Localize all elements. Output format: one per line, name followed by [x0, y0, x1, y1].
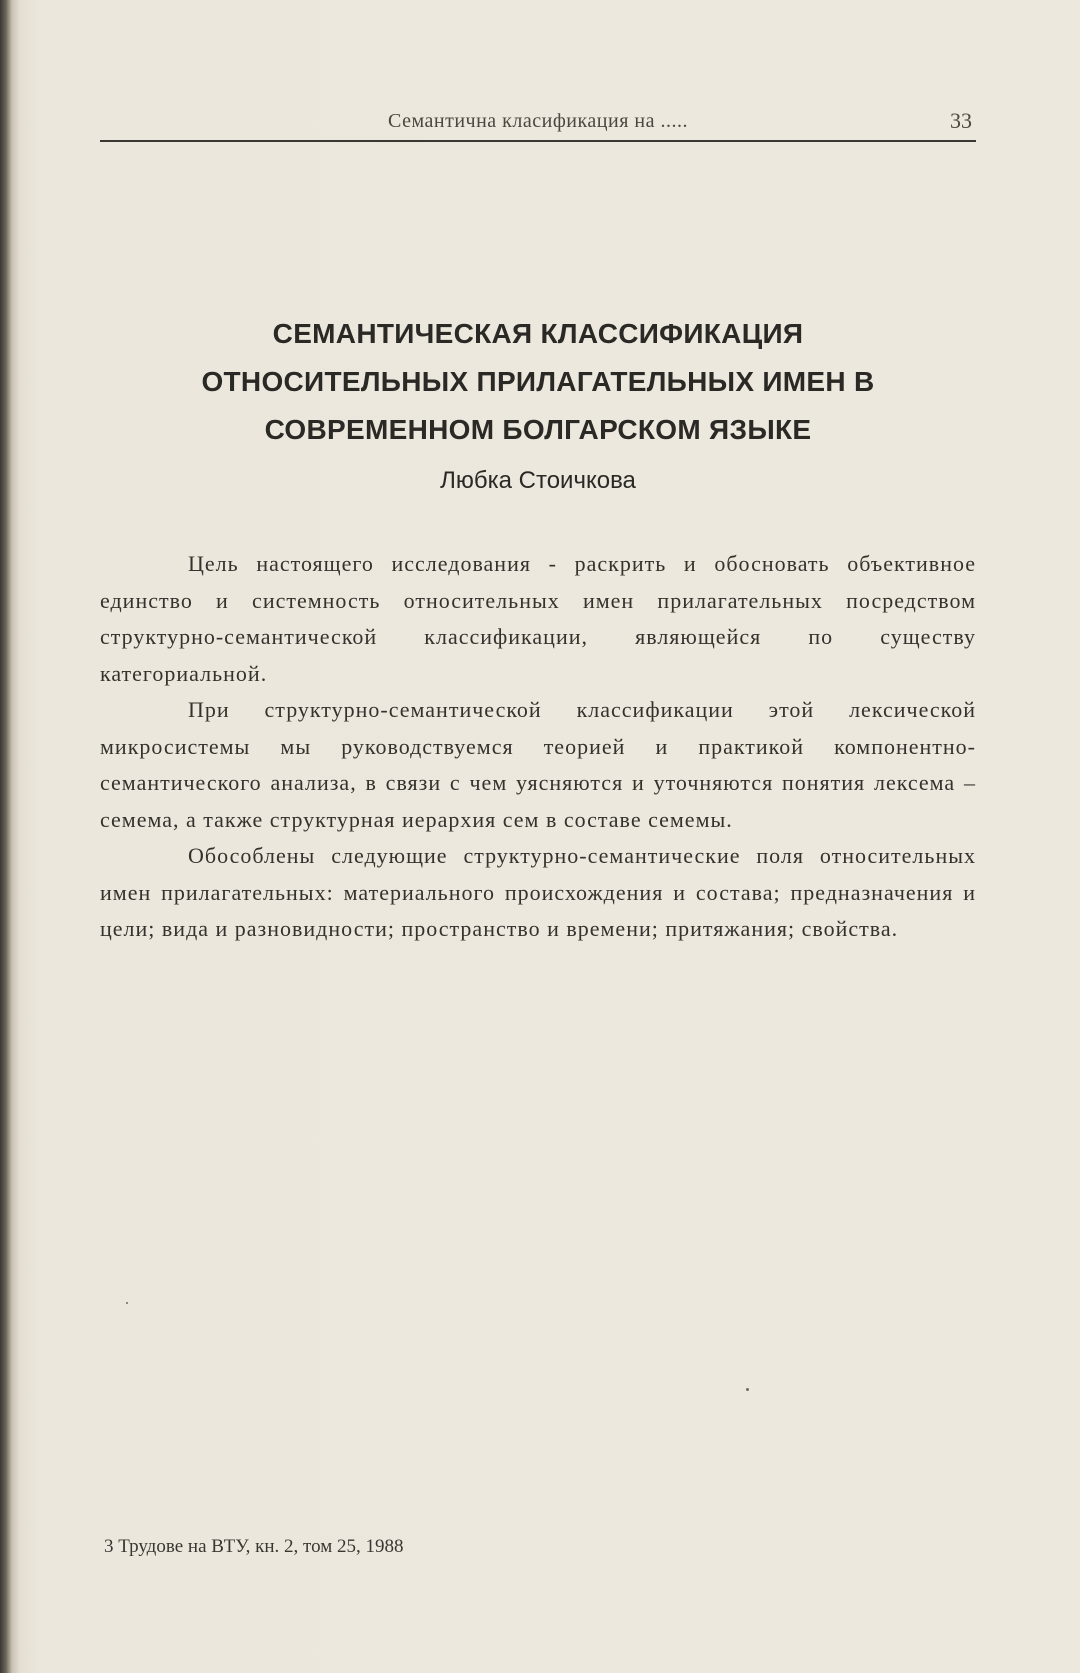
- abstract-paragraph: Обособлены следующие структурно-семантические поля относительных имен прилагательных: материального происхождения и состава; предназначения и цели; вида и разновидности; пространство и времени; притяжания; свойства.: [100, 843, 976, 941]
- page-number: 33: [950, 108, 972, 133]
- article-title-line-2: ОТНОСИТЕЛЬНЫХ ПРИЛАГАТЕЛЬНЫХ ИМЕН В: [201, 366, 875, 397]
- abstract-paragraph: При структурно-семантической классификации этой лексической микросистемы мы руководствуемся теорией и практикой компонентно-семантического анализа, в связи с чем уясняются и уточняются понятия лексема – семема, а также структурная иерархия сем в составе семемы.: [100, 697, 976, 832]
- running-title: Семантична класификация на .....: [388, 110, 688, 132]
- footer-citation: 3 Трудове на ВТУ, кн. 2, том 25, 1988: [104, 1536, 404, 1557]
- article-author: Любка Стоичкова: [440, 467, 636, 494]
- scan-speck: [126, 1302, 128, 1304]
- scan-speck: [746, 1388, 749, 1391]
- article-title-block: [100, 310, 976, 498]
- abstract-paragraph: Цель настоящего исследования - раскрить и обосновать объективное единство и системность относительных имен прилагательных посредством структурно-семантической классификации, являющейся по существу категориальной.: [100, 551, 976, 686]
- article-title-line-1: СЕМАНТИЧЕСКАЯ КЛАССИФИКАЦИЯ: [272, 318, 804, 349]
- article-title-line-3: СОВРЕМЕННОМ БОЛГАРСКОМ ЯЗЫКЕ: [264, 414, 812, 445]
- abstract-body: [100, 546, 976, 948]
- running-header: [100, 108, 976, 142]
